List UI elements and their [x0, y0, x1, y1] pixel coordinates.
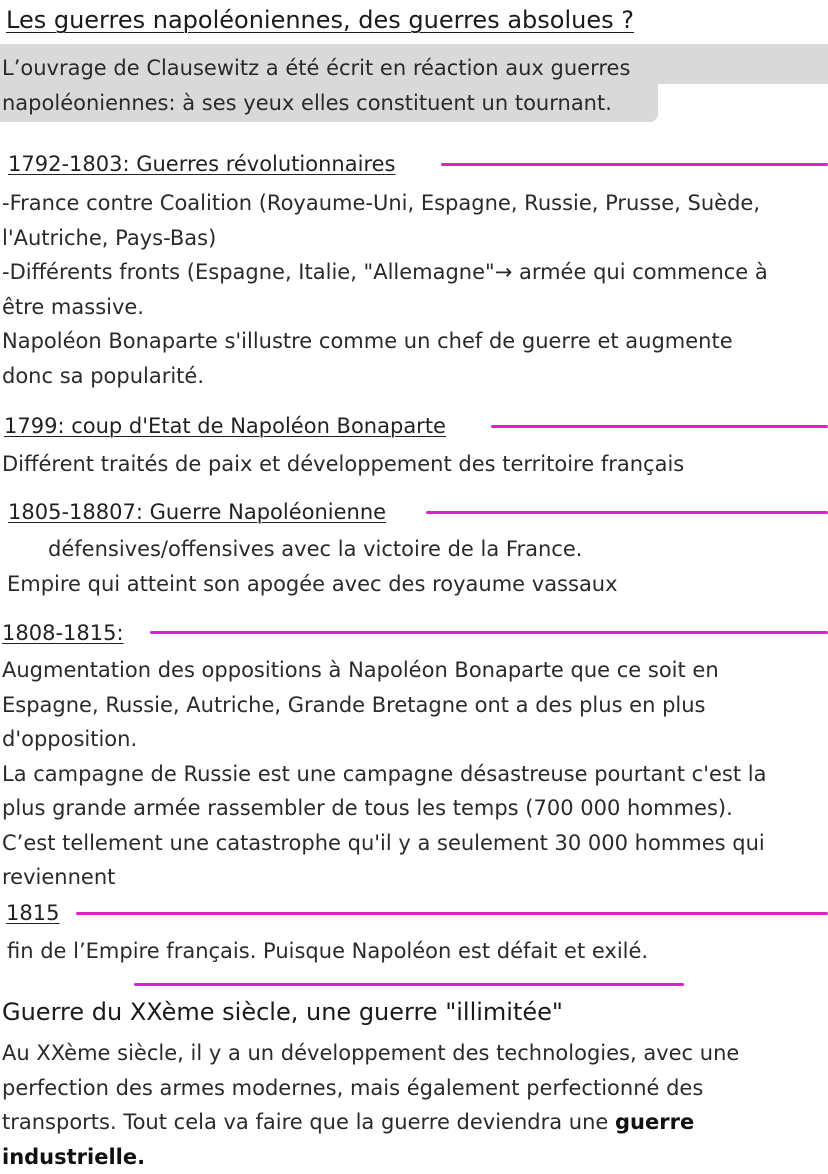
section-body-1792-1803	[2, 186, 826, 393]
section-end-divider-line	[134, 983, 684, 986]
body-line: Différent traités de paix et développement des territoire français	[2, 447, 826, 482]
body-line: La campagne de Russie est une campagne désastreuse pourtant c'est la	[2, 757, 826, 792]
body-line: -Différents fronts (Espagne, Italie, "Allemagne"→ armée qui commence à	[2, 255, 826, 290]
section-heading-label: 1815	[6, 897, 59, 929]
section-divider-line	[491, 425, 828, 428]
body-line: d'opposition.	[2, 722, 826, 757]
subsection-title: Guerre du XXème siècle, une guerre "illimitée"	[2, 994, 563, 1030]
section-heading-label: 1805-18807: Guerre Napoléonienne	[8, 496, 386, 528]
body-line: -France contre Coalition (Royaume-Uni, Espagne, Russie, Prusse, Suède,	[2, 186, 826, 221]
section-divider-line	[426, 511, 828, 514]
section-body-1808-1815	[2, 653, 826, 895]
body-line: reviennent	[2, 860, 826, 895]
section-heading-1805-18807	[8, 496, 386, 528]
page-title: Les guerres napoléoniennes, des guerres absolues ?	[6, 3, 634, 37]
body-line: Empire qui atteint son apogée avec des royaume vassaux	[2, 567, 826, 602]
section-divider-line	[441, 163, 828, 166]
subsection-body	[2, 1036, 826, 1174]
section-heading-label: 1792-1803: Guerres révolutionnaires	[8, 148, 395, 180]
body-line: plus grande armée rassembler de tous les temps (700 000 hommes).	[2, 791, 826, 826]
intro-paragraph	[2, 51, 826, 120]
body-line: Napoléon Bonaparte s'illustre comme un chef de guerre et augmente	[2, 324, 826, 359]
body-line: défensives/offensives avec la victoire de la France.	[2, 532, 826, 567]
section-body-1799	[2, 447, 826, 482]
body-line	[2, 1140, 826, 1174]
section-body-1805-18807	[2, 532, 826, 601]
section-heading-label: 1808-1815:	[2, 617, 124, 649]
body-line: C’est tellement une catastrophe qu'il y a seulement 30 000 hommes qui	[2, 826, 826, 861]
section-heading-1808-1815	[2, 617, 124, 649]
body-line: perfection des armes modernes, mais également perfectionné des	[2, 1071, 826, 1106]
section-divider-line	[76, 912, 828, 915]
section-divider-line	[150, 631, 828, 634]
body-line: donc sa popularité.	[2, 359, 826, 394]
bold-term: industrielle.	[2, 1145, 145, 1169]
section-heading-1799	[4, 410, 446, 442]
body-line: fin de l’Empire français. Puisque Napoléon est défait et exilé.	[2, 934, 826, 969]
section-heading-label: 1799: coup d'Etat de Napoléon Bonaparte	[4, 410, 446, 442]
intro-line: napoléoniennes: à ses yeux elles constituent un tournant.	[2, 86, 826, 121]
section-body-1815	[2, 934, 826, 969]
body-line	[2, 1105, 826, 1140]
body-line: l'Autriche, Pays-Bas)	[2, 221, 826, 256]
section-heading-1792-1803	[8, 148, 395, 180]
body-line: Espagne, Russie, Autriche, Grande Bretagne ont a des plus en plus	[2, 688, 826, 723]
intro-line: L’ouvrage de Clausewitz a été écrit en réaction aux guerres	[2, 51, 826, 86]
bold-term: guerre	[615, 1110, 694, 1134]
body-text: transports. Tout cela va faire que la guerre deviendra une	[2, 1110, 615, 1134]
body-line: Augmentation des oppositions à Napoléon Bonaparte que ce soit en	[2, 653, 826, 688]
body-line: être massive.	[2, 290, 826, 325]
section-heading-1815	[6, 897, 59, 929]
body-line: Au XXème siècle, il y a un développement des technologies, avec une	[2, 1036, 826, 1071]
